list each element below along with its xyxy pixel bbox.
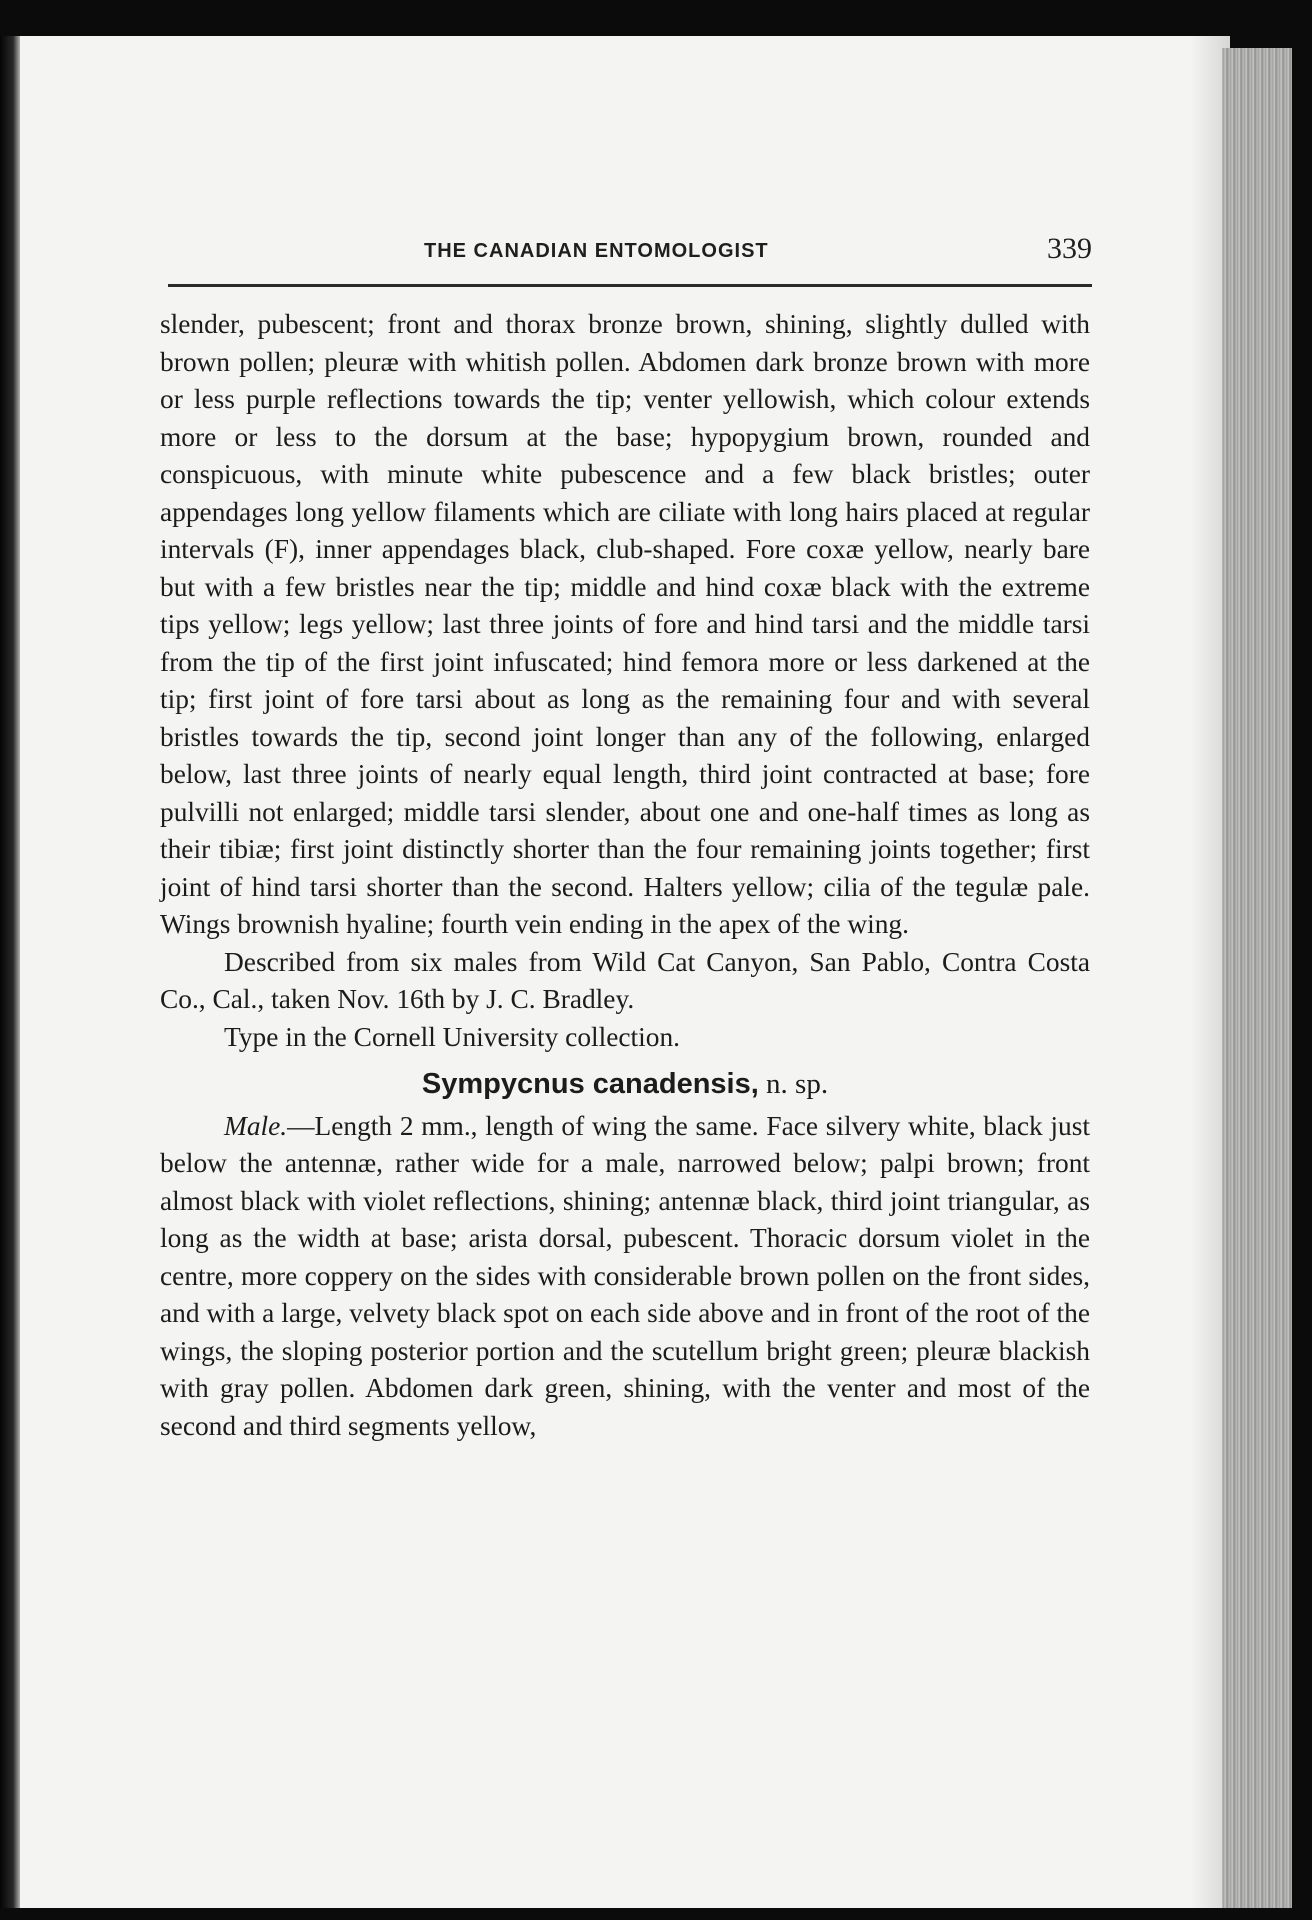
- paragraph-described-from: Described from six males from Wild Cat Canyon, San Pablo, Contra Costa Co., Cal., taken Nov. 16th by J. C. Bradley.: [160, 946, 1090, 1014]
- species-name: Sympycnus canadensis,: [421, 1068, 759, 1100]
- male-description-text: —Length 2 mm., length of wing the same. Face silvery white, black just below the antennæ, rather wide for a male, narrowed below; palpi brown; front almost black with violet reflections, shining; antennæ black, third joint triangular, as long as the width at base; arista dorsal, pubescent. Thoracic dorsum violet in the centre, more coppery on the sides with considerable brown pollen on the front sides, and with a large, velvety black spot on each side above and in front of the root of the wings, the sloping posterior portion and the scutellum bright green; pleuræ blackish with gray pollen. Abdomen dark green, shining, with the venter and most of the second and third segments yellow,: [160, 1110, 1090, 1441]
- page-header: [164, 232, 1092, 272]
- species-note: n. sp.: [766, 1068, 829, 1100]
- binding-shadow: [0, 36, 22, 1908]
- running-head: THE CANADIAN ENTOMOLOGIST: [424, 240, 769, 262]
- paragraph-male-description: [160, 1108, 1090, 1446]
- page-number: 339: [1047, 232, 1092, 265]
- page-edge-stack: [1222, 48, 1292, 1908]
- species-heading: [160, 1066, 1090, 1104]
- paragraph-description-continued: slender, pubescent; front and thorax bronze brown, shining, slightly dulled with brown pollen; pleuræ with whitish pollen. Abdomen dark bronze brown with more or less purple reflections towards the tip; venter yellowish, which colour extends more or less to the dorsum at the base; hypopygium brown, rounded and conspicuous, with minute white pubescence and a few black bristles; outer appendages long yellow filaments which are ciliate with long hairs placed at regular intervals (F), inner appendages black, club-shaped. Fore coxæ yellow, nearly bare but with a few bristles near the tip; middle and hind coxæ black with the extreme tips yellow; legs yellow; last three joints of fore and hind tarsi and the middle tarsi from the tip of the first joint infuscated; hind femora more or less darkened at the tip; first joint of fore tarsi about as long as the remaining four and with several bristles towards the tip, second joint longer than any of the following, enlarged below, last three joints of nearly equal length, third joint contracted at base; fore pulvilli not enlarged; middle tarsi slender, about one and one-half times as long as their tibiæ; first joint distinctly shorter than the four remaining joints together; first joint of hind tarsi shorter than the second. Halters yellow; cilia of the tegulæ pale. Wings brownish hyaline; fourth vein ending in the apex of the wing.: [160, 309, 1090, 939]
- sex-label: Male.: [224, 1110, 288, 1141]
- paragraph-type-location: Type in the Cornell University collection.: [224, 1021, 681, 1052]
- header-rule: [168, 284, 1092, 287]
- body-text: [160, 306, 1090, 1445]
